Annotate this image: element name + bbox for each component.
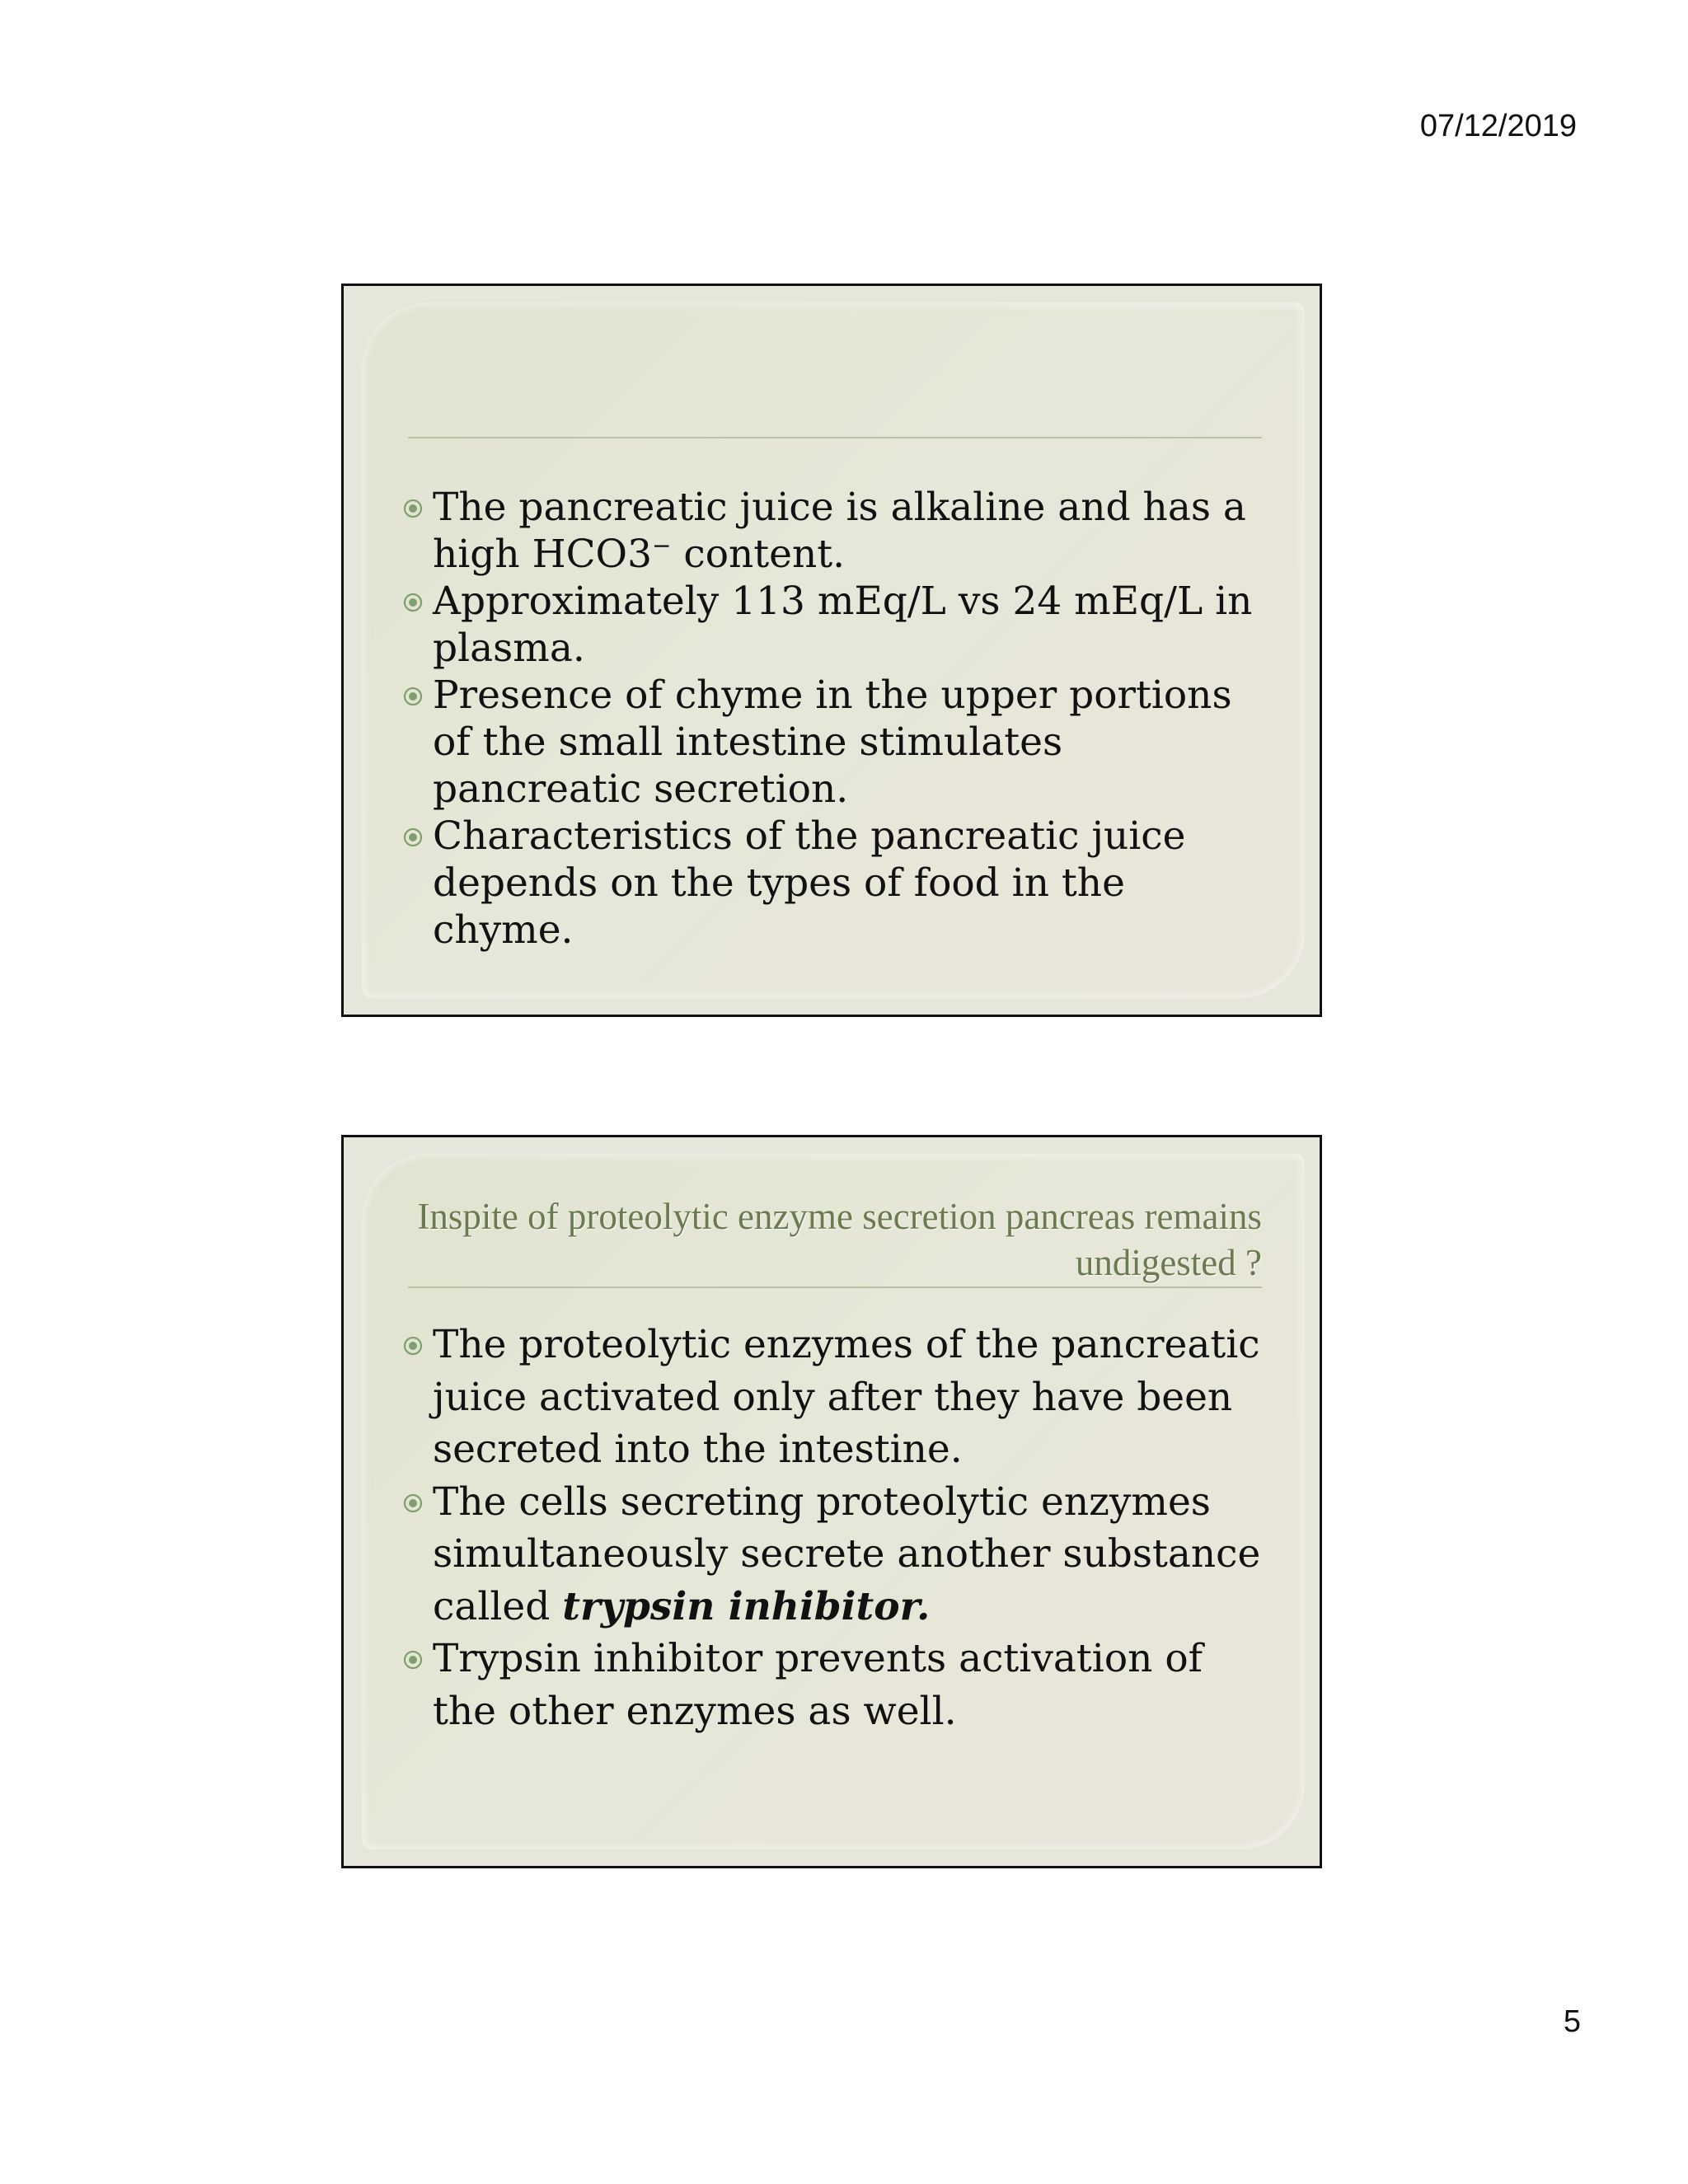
superscript-minus: − xyxy=(651,532,672,560)
bullet-text: Approximately 113 mEq/L vs 24 mEq/L in plasma. xyxy=(433,579,1253,671)
bullet-text-cont: content. xyxy=(671,532,846,577)
header-date: 07/12/2019 xyxy=(1419,109,1577,143)
title-divider xyxy=(408,1286,1262,1288)
title-divider xyxy=(408,437,1262,438)
circled-dot-icon xyxy=(403,827,423,847)
bullet-text: The pancreatic juice is alkaline and has a high HCO3 xyxy=(433,485,1246,577)
bullet-text: Presence of chyme in the upper portions of the small intestine stimulates pancreatic secretion. xyxy=(433,673,1232,812)
bullet-item xyxy=(403,578,1270,672)
circled-dot-icon xyxy=(403,1493,423,1513)
emphasized-term: trypsin inhibitor. xyxy=(562,1583,931,1629)
circled-dot-icon xyxy=(403,687,423,706)
bullet-item xyxy=(403,1319,1270,1476)
circled-dot-icon xyxy=(403,593,423,612)
slide-1 xyxy=(341,284,1322,1017)
bullet-text: Trypsin inhibitor prevents activation of the other enzymes as well. xyxy=(433,1636,1203,1734)
slide-title: Inspite of proteolytic enzyme secretion pancreas remains undigested ? xyxy=(417,1196,1262,1283)
bullet-text: The cells secreting proteolytic enzymes simultaneously secrete another substance called xyxy=(433,1479,1261,1629)
bullet-item xyxy=(403,1476,1270,1633)
circled-dot-icon xyxy=(403,499,423,518)
bullet-item xyxy=(403,813,1270,954)
slide-2 xyxy=(341,1135,1322,1868)
bullet-list xyxy=(403,1319,1270,1737)
bullet-list xyxy=(403,484,1270,954)
bullet-item xyxy=(403,1633,1270,1737)
circled-dot-icon xyxy=(403,1650,423,1670)
page-number: 5 xyxy=(1563,2004,1581,2039)
bullet-item xyxy=(403,484,1270,578)
bullet-item xyxy=(403,672,1270,813)
bullet-text: Characteristics of the pancreatic juice depends on the types of food in the chyme. xyxy=(433,813,1186,953)
bullet-text: The proteolytic enzymes of the pancreatic juice activated only after they have been secreted into the intestine. xyxy=(433,1322,1260,1472)
circled-dot-icon xyxy=(403,1336,423,1356)
